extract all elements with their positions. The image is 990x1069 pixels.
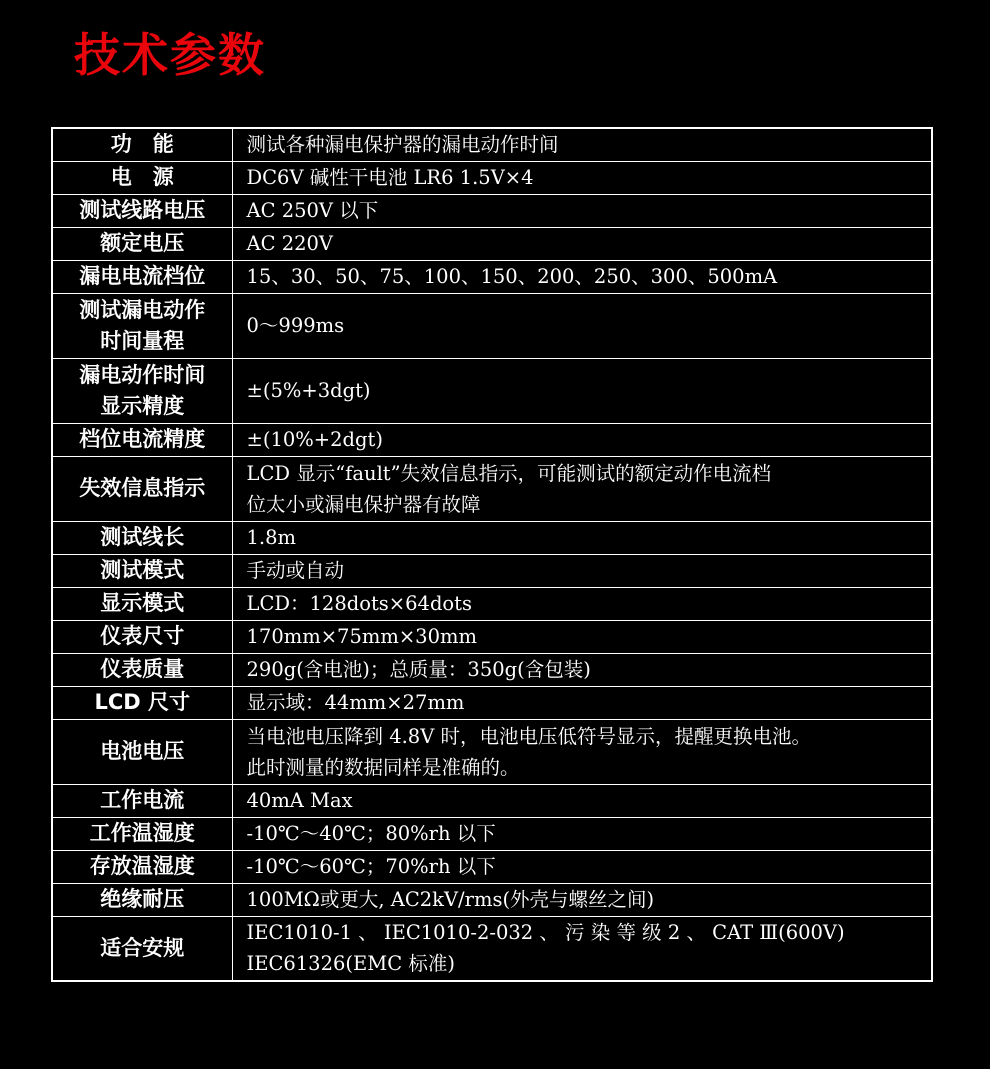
row-label: 漏电电流档位	[52, 260, 232, 293]
row-value	[232, 456, 932, 521]
row-label: 档位电流精度	[52, 423, 232, 456]
row-value-line: IEC61326(EMC 标准)	[246, 952, 455, 976]
table-row	[52, 194, 932, 227]
row-value-line: IEC1010-1 、 IEC1010-2-032 、 污 染 等 级 2 、 CAT Ⅲ(600V)	[246, 921, 845, 945]
spec-table	[51, 127, 933, 982]
row-value	[232, 719, 932, 784]
row-value: ±(10%+2dgt)	[232, 423, 932, 456]
row-label: 仪表尺寸	[52, 620, 232, 653]
table-row	[52, 128, 932, 161]
row-value-line: 当电池电压降到 4.8V 时，电池电压低符号显示，提醒更换电池。	[246, 724, 811, 748]
row-value: 40mA Max	[232, 784, 932, 817]
table-row	[52, 719, 932, 784]
row-label	[52, 293, 232, 358]
row-label: 工作温湿度	[52, 817, 232, 850]
row-label: 工作电流	[52, 784, 232, 817]
row-label	[52, 358, 232, 423]
row-label: 测试线路电压	[52, 194, 232, 227]
table-row	[52, 358, 932, 423]
table-row	[52, 554, 932, 587]
table-row	[52, 686, 932, 719]
row-label: 功 能	[52, 128, 232, 161]
row-label: 电池电压	[52, 719, 232, 784]
row-label-line: 漏电动作时间	[79, 362, 206, 387]
table-row	[52, 423, 932, 456]
table-row	[52, 227, 932, 260]
row-value: 290g(含电池)；总质量：350g(含包装)	[232, 653, 932, 686]
row-value-line: LCD 显示“fault”失效信息指示，可能测试的额定动作电流档	[246, 461, 772, 485]
row-value-line: 此时测量的数据同样是准确的。	[246, 755, 520, 779]
row-label: LCD 尺寸	[52, 686, 232, 719]
row-label: 额定电压	[52, 227, 232, 260]
row-value: DC6V 碱性干电池 LR6 1.5V×4	[232, 161, 932, 194]
row-value: -10℃～60℃；70%rh 以下	[232, 850, 932, 883]
row-value: LCD：128dots×64dots	[232, 587, 932, 620]
row-label: 绝缘耐压	[52, 883, 232, 916]
table-row	[52, 293, 932, 358]
row-label-line: 时间量程	[100, 328, 185, 353]
table-row	[52, 817, 932, 850]
row-value: 170mm×75mm×30mm	[232, 620, 932, 653]
row-value: 15、30、50、75、100、150、200、250、300、500mA	[232, 260, 932, 293]
row-label-line: 测试漏电动作	[79, 297, 206, 322]
row-label: 仪表质量	[52, 653, 232, 686]
row-value: -10℃～40℃；80%rh 以下	[232, 817, 932, 850]
table-row	[52, 916, 932, 981]
row-value: AC 220V	[232, 227, 932, 260]
row-value: 显示域：44mm×27mm	[232, 686, 932, 719]
row-value: AC 250V 以下	[232, 194, 932, 227]
table-row	[52, 587, 932, 620]
row-value-line: 位太小或漏电保护器有故障	[246, 492, 481, 516]
row-label: 适合安规	[52, 916, 232, 981]
table-row	[52, 883, 932, 916]
row-value: 100MΩ或更大, AC2kV/rms(外壳与螺丝之间)	[232, 883, 932, 916]
row-value: ±(5%+3dgt)	[232, 358, 932, 423]
row-label-line: 显示精度	[100, 393, 185, 418]
row-value: 测试各种漏电保护器的漏电动作时间	[232, 128, 932, 161]
table-row	[52, 521, 932, 554]
row-value	[232, 916, 932, 981]
row-value: 1.8m	[232, 521, 932, 554]
table-row	[52, 620, 932, 653]
page-title: 技术参数	[74, 28, 266, 82]
table-row	[52, 161, 932, 194]
row-value: 0～999ms	[232, 293, 932, 358]
table-row	[52, 456, 932, 521]
table-row	[52, 784, 932, 817]
row-label: 电 源	[52, 161, 232, 194]
row-value: 手动或自动	[232, 554, 932, 587]
row-label: 存放温湿度	[52, 850, 232, 883]
row-label: 显示模式	[52, 587, 232, 620]
row-label: 测试线长	[52, 521, 232, 554]
table-row	[52, 850, 932, 883]
table-row	[52, 260, 932, 293]
row-label: 测试模式	[52, 554, 232, 587]
table-row	[52, 653, 932, 686]
row-label: 失效信息指示	[52, 456, 232, 521]
